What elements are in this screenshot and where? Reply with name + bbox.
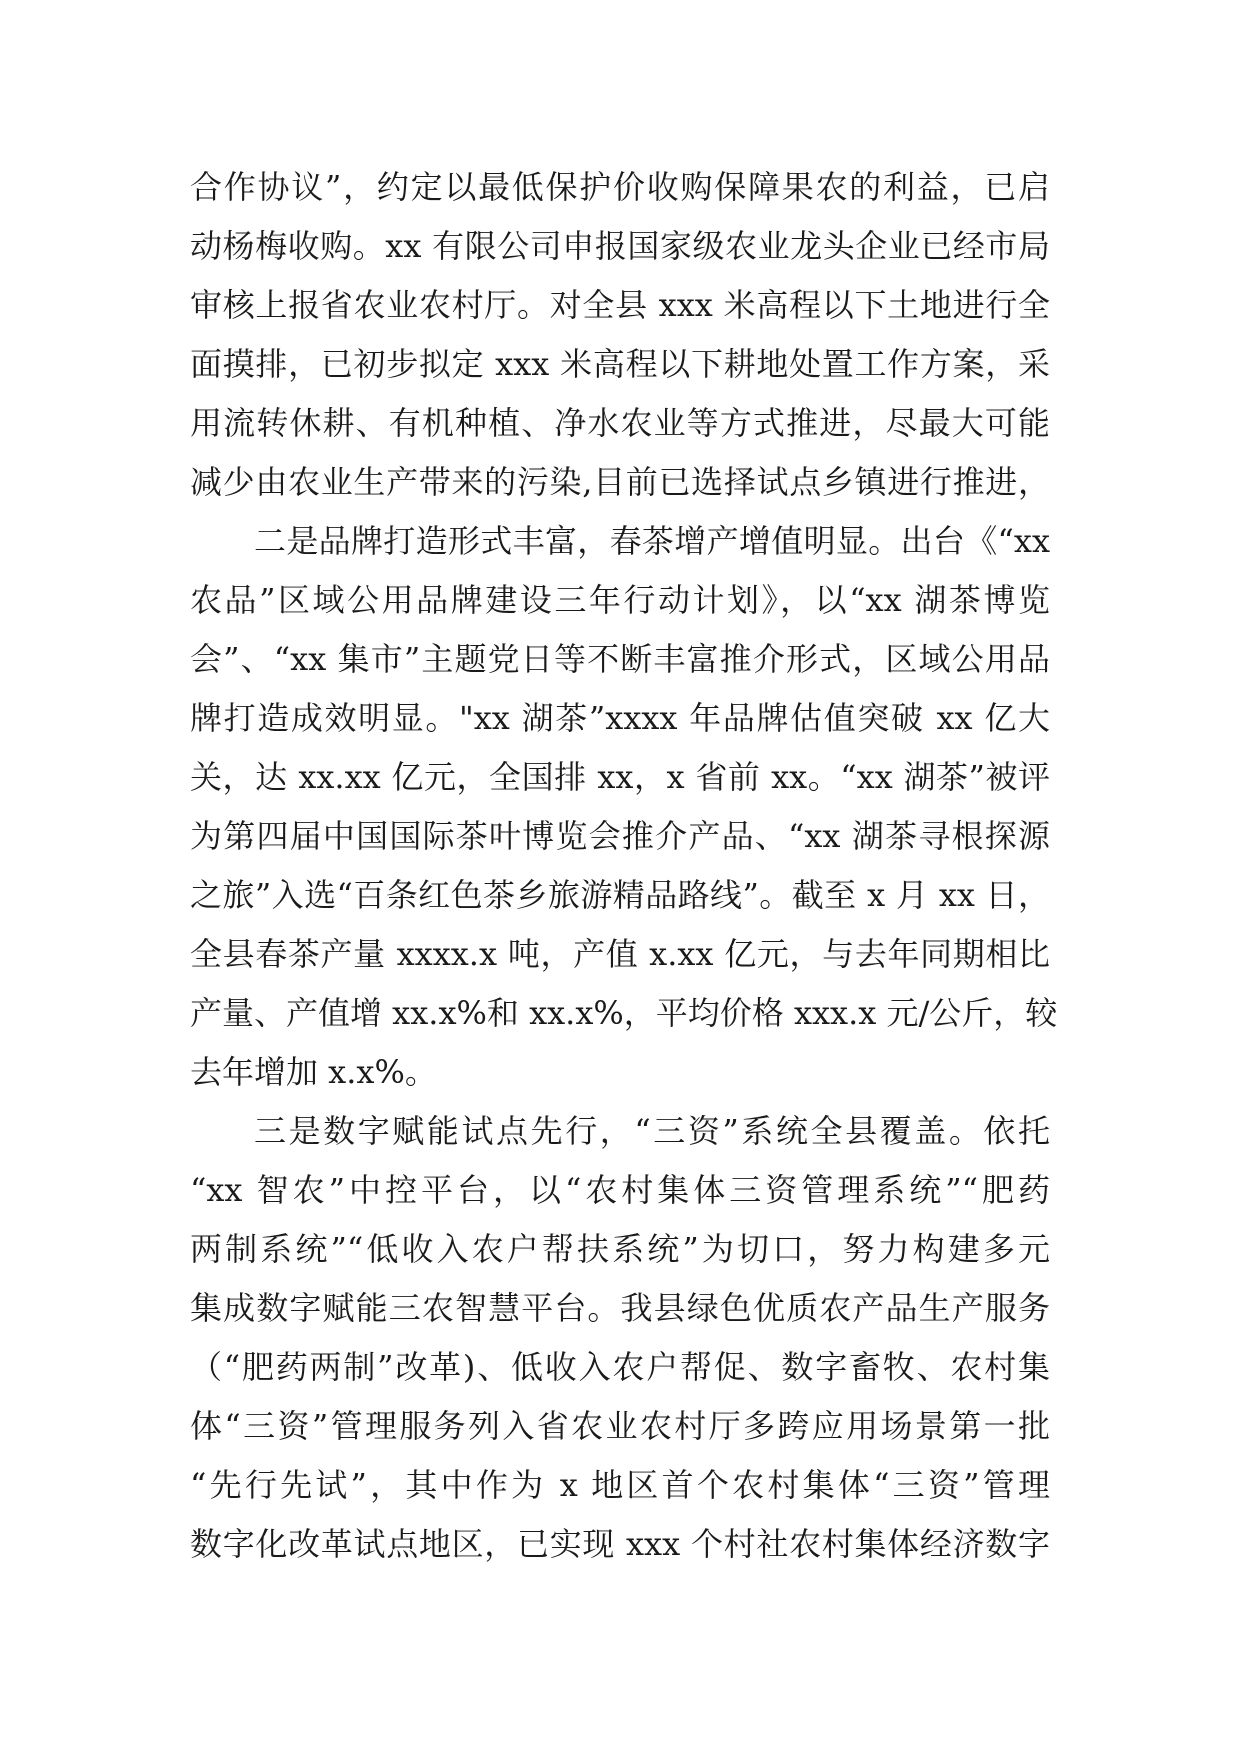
paragraph-1-line-1: 合作协议”，约定以最低保护价收购保障果农的利益，已启 xyxy=(190,168,1050,206)
paragraph-2-line-1: 二是品牌打造形式丰富，春茶增产增值明显。出台《“xx xyxy=(254,522,1050,560)
paragraph-3-line-3: 两制系统”“低收入农户帮扶系统”为切口，努力构建多元 xyxy=(190,1230,1050,1268)
paragraph-2-line-3: 会”、“xx 集市”主题党日等不断丰富推介形式，区域公用品 xyxy=(190,640,1050,678)
paragraph-1-line-3: 审核上报省农业农村厅。对全县 xxx 米高程以下土地进行全 xyxy=(190,286,1050,324)
paragraph-2-line-10: 去年增加 x.x%。 xyxy=(190,1053,437,1091)
paragraph-2-line-2: 农品”区域公用品牌建设三年行动计划》，以“xx 湖茶博览 xyxy=(190,581,1050,619)
paragraph-2-line-8: 全县春茶产量 xxxx.x 吨，产值 x.xx 亿元，与去年同期相比 xyxy=(190,935,1050,973)
paragraph-3-line-8: 数字化改革试点地区，已实现 xxx 个村社农村集体经济数字 xyxy=(190,1525,1050,1563)
paragraph-3-line-4: 集成数字赋能三农智慧平台。我县绿色优质农产品生产服务 xyxy=(190,1289,1050,1327)
paragraph-3-line-2: “xx 智农”中控平台，以“农村集体三资管理系统”“肥药 xyxy=(190,1171,1050,1209)
paragraph-1-line-5: 用流转休耕、有机种植、净水农业等方式推进，尽最大可能 xyxy=(190,404,1050,442)
paragraph-2-line-5: 关，达 xx.xx 亿元，全国排 xx，x 省前 xx。“xx 湖茶”被评 xyxy=(190,758,1050,796)
paragraph-1-line-6: 减少由农业生产带来的污染,目前已选择试点乡镇进行推进， xyxy=(190,463,1050,501)
paragraph-3-line-1: 三是数字赋能试点先行，“三资”系统全县覆盖。依托 xyxy=(254,1112,1050,1150)
document-body xyxy=(190,158,1058,1574)
paragraph-1-line-4: 面摸排，已初步拟定 xxx 米高程以下耕地处置工作方案，采 xyxy=(190,345,1050,383)
paragraph-2-line-7: 之旅”入选“百条红色茶乡旅游精品路线”。截至 x 月 xx 日， xyxy=(190,876,1050,914)
paragraph-3-line-6: 体“三资”管理服务列入省农业农村厅多跨应用场景第一批 xyxy=(190,1407,1050,1445)
paragraph-2-line-6: 为第四届中国国际茶叶博览会推介产品、“xx 湖茶寻根探源 xyxy=(190,817,1050,855)
paragraph-2-line-4: 牌打造成效明显。"xx 湖茶”xxxx 年品牌估值突破 xx 亿大 xyxy=(190,699,1050,737)
paragraph-3-line-7: “先行先试”，其中作为 x 地区首个农村集体“三资”管理 xyxy=(190,1466,1050,1504)
paragraph-1-line-2: 动杨梅收购。xx 有限公司申报国家级农业龙头企业已经市局 xyxy=(190,227,1050,265)
paragraph-2-line-9: 产量、产值增 xx.x%和 xx.x%，平均价格 xxx.x 元/公斤，较 xyxy=(190,994,1058,1032)
paragraph-3-line-5: （“肥药两制”改革)、低收入农户帮促、数字畜牧、农村集 xyxy=(190,1348,1050,1386)
